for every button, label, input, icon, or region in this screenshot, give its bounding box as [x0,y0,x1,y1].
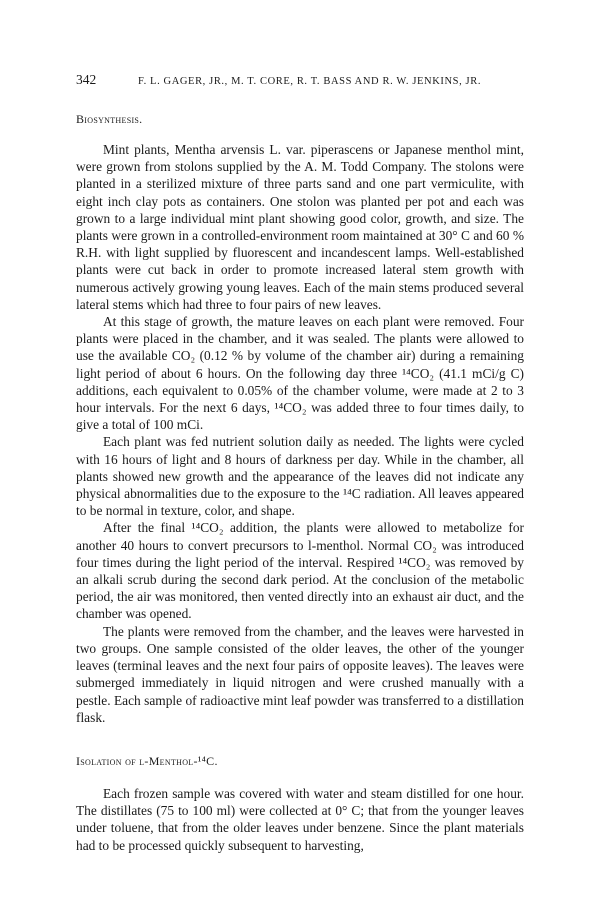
running-head [76,72,524,94]
section-heading-isolation: Isolation of l-Menthol-¹⁴C. [76,753,218,768]
paragraph: The plants were removed from the chamber, and the leaves were harvested in two groups. One sample consisted of the older leaves, the other of the younger leaves (terminal leaves and the next four pairs of opposite leaves). The leaves were submerged immediately in liquid nitrogen and were crushed manually with a pestle. Each sample of radioactive mint leaf powder was transferred to a distillation flask. [76,623,524,725]
running-head-authors: F. L. GAGER, JR., M. T. CORE, R. T. BASS AND R. W. JENKINS, JR. [138,76,482,87]
page-number: 342 [76,72,97,87]
paragraph: After the final ¹⁴CO₂ addition, the plants were allowed to metabolize for another 40 hours to convert precursors to l-menthol. Normal CO₂ was introduced four times during the light period of the interval. Respired ¹⁴CO₂ was removed by an alkali scrub during the second dark period. At the conclusion of the metabolic period, the air was monitored, then vented directly into an exhaust air duct, and the chamber was opened. [76,520,524,622]
paragraph: Mint plants, Mentha arvensis L. var. piperascens or Japanese menthol mint, were grown from stolons supplied by the A. M. Todd Company. The stolons were planted in a sterilized mixture of three parts sand and one part vermiculite, with eight inch clay pots as containers. One stolon was planted per pot and each was grown to a large individual mint plant showing good color, growth, and size. The plants were grown in a controlled-environment room maintained at 30° C and 60 % R.H. with light supplied by fluorescent and incandescent lamps. Well-established plants were cut back in order to promote increased lateral stem growth with numerous actively growing young leaves. Each of the main stems produced several lateral stems which had three to four pairs of new leaves. [76,142,524,312]
section-heading-biosynthesis: Biosynthesis. [76,112,143,126]
paragraph: Each frozen sample was covered with water and steam distilled for one hour. The distillates (75 to 100 ml) were collected at 0° C; that from the younger leaves under toluene, that from the older leaves under benzene. Since the plant materials had to be processed quickly subsequent to harvesting, [76,785,524,853]
paragraph: Each plant was fed nutrient solution daily as needed. The lights were cycled with 16 hours of light and 8 hours of darkness per day. While in the chamber, all plants showed new growth and the appearance of the leaves did not indicate any physical abnormalities due to the exposure to the ¹⁴C radiation. All leaves appeared to be normal in texture, color, and shape. [76,434,524,519]
paragraph: At this stage of growth, the mature leaves on each plant were removed. Four plants were placed in the chamber, and it was sealed. The plants were allowed to use the available CO₂ (0.12 % by volume of the chamber air) during a remaining light period of about 6 hours. On the following day three ¹⁴CO₂ (41.1 mCi/g C) additions, each equivalent to 0.05% of the chamber volume, were made at 2 to 3 hour intervals. For the next 6 days, ¹⁴CO₂ was added three to four times daily, to give a total of 100 mCi. [76,314,524,433]
